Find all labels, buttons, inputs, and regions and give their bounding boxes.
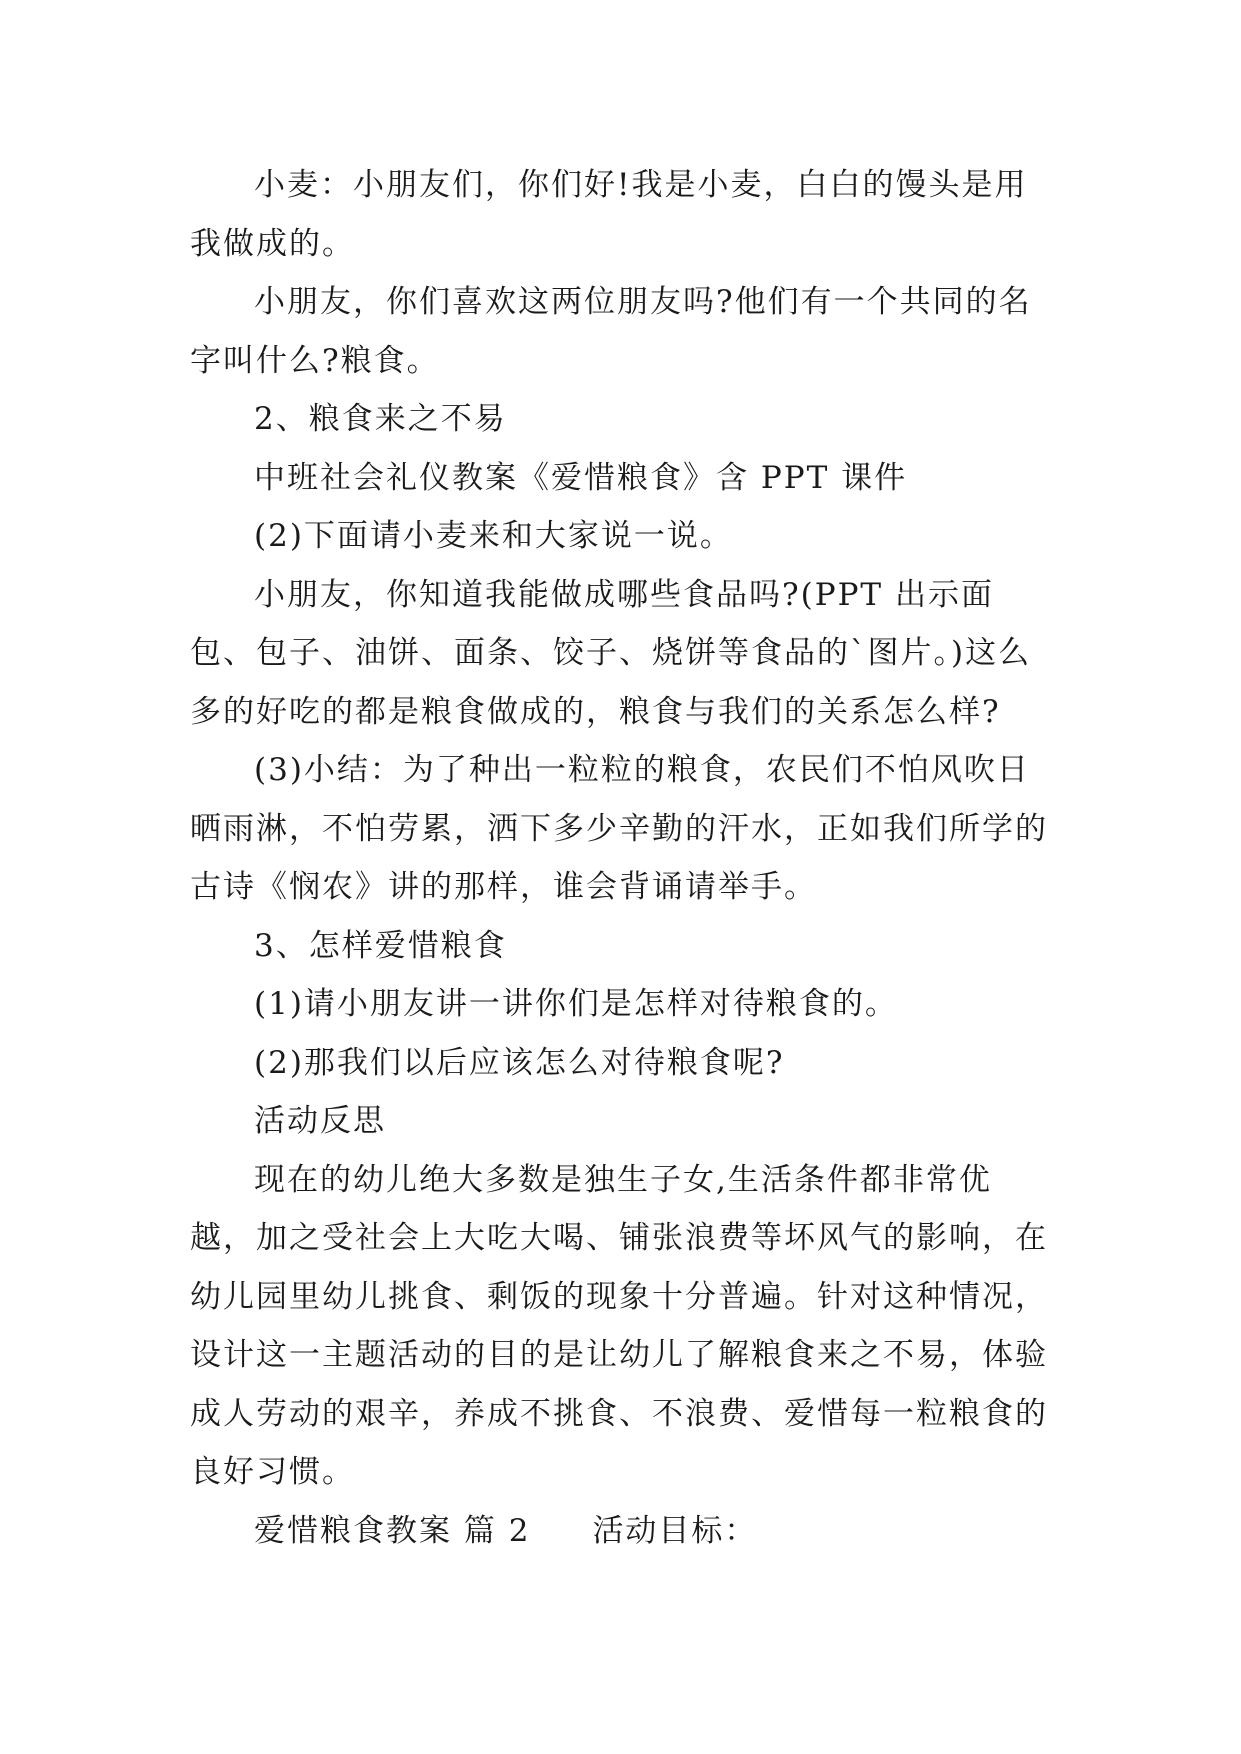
paragraph-question-2: (2)那我们以后应该怎么对待粮食呢? — [254, 1044, 785, 1081]
last-line — [190, 1502, 1050, 1561]
paragraph-question-1: (1)请小朋友讲一讲你们是怎样对待粮食的。 — [254, 986, 898, 1022]
activity-goals-heading: 活动目标： — [592, 1512, 758, 1549]
paragraph-friends-question: 小朋友，你们喜欢这两位朋友吗?他们有一个共同的名字叫什么?粮食。 — [190, 284, 1032, 379]
heading-section-2: 2、粮食来之不易 — [254, 401, 507, 437]
paragraph-lesson-title: 中班社会礼仪教案《爱惜粮食》含 PPT 课件 — [254, 459, 908, 496]
part-number: 篇 2 — [463, 1512, 531, 1549]
paragraph-step-2: (2)下面请小麦来和大家说一说。 — [254, 518, 733, 554]
heading-reflection: 活动反思 — [254, 1103, 386, 1139]
heading-section-3: 3、怎样爱惜粮食 — [254, 927, 507, 964]
paragraph-foods: 小朋友，你知道我能做成哪些食品吗?(PPT 出示面包、包子、油饼、面条、饺子、烧饼等食品的`图片。)这么多的好吃的都是粮食做成的，粮食与我们的关系怎么样? — [190, 576, 1032, 730]
document-body — [190, 156, 1050, 1560]
paragraph-wheat-intro: 小麦：小朋友们，你们好!我是小麦，白白的馒头是用我做成的。 — [190, 167, 1028, 262]
paragraph-reflection: 现在的幼儿绝大多数是独生子女,生活条件都非常优越，加之受社会上大吃大喝、铺张浪费等坏风气的影响，在幼儿园里幼儿挑食、剩饭的现象十分普遍。针对这种情况，设计这一主题活动的目的是让幼儿了解粮食来之不易，体验成人劳动的艰辛，养成不挑食、不浪费、爱惜每一粒粮食的良好习惯。 — [190, 1161, 1048, 1490]
paragraph-summary: (3)小结：为了种出一粒粒的粮食，农民们不怕风吹日晒雨淋，不怕劳累，洒下多少辛勤的汗水，正如我们所学的古诗《悯农》讲的那样，谁会背诵请举手。 — [190, 752, 1048, 905]
lesson-title-2: 爱惜粮食教案 — [254, 1512, 452, 1549]
